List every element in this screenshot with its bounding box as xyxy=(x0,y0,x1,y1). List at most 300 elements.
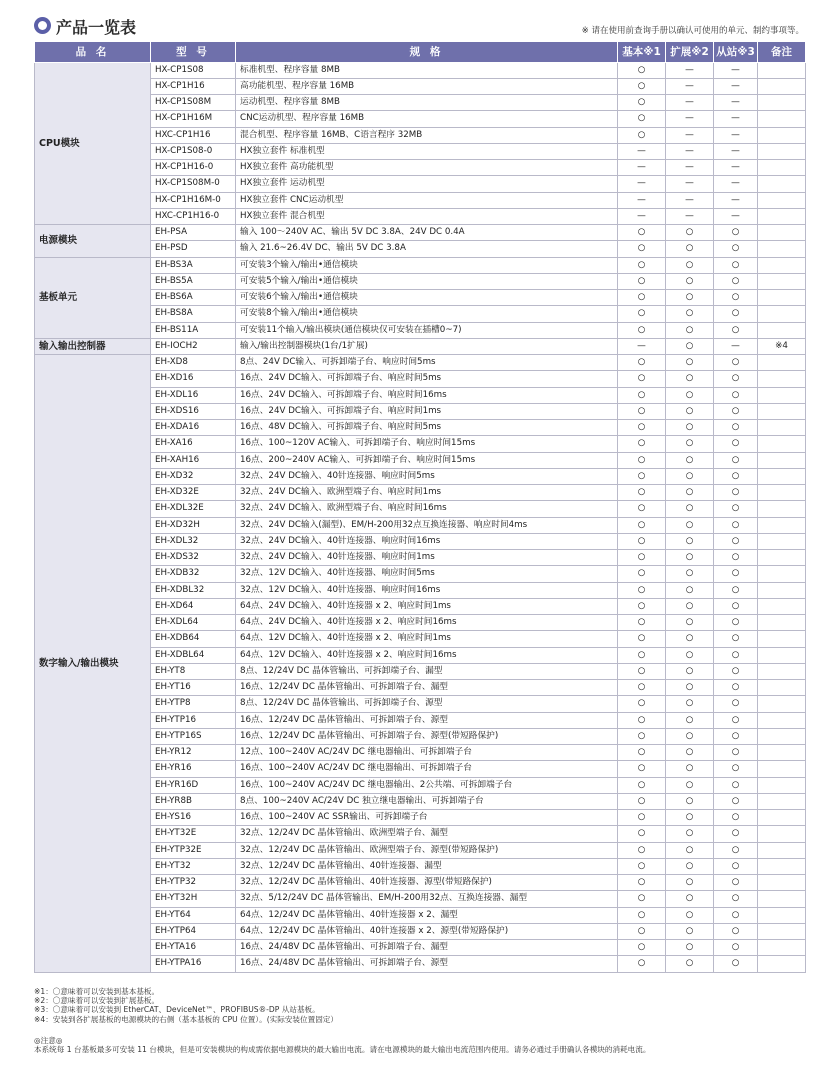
remark-cell xyxy=(758,777,806,793)
slave-mark: ○ xyxy=(714,290,758,306)
slave-mark: — xyxy=(714,338,758,354)
spec-cell: 16点、100~240V AC/24V DC 继电器输出、可拆卸端子台 xyxy=(236,761,618,777)
basic-mark: — xyxy=(618,338,666,354)
slave-mark: — xyxy=(714,78,758,94)
ext-mark: ○ xyxy=(666,875,714,891)
remark-cell xyxy=(758,696,806,712)
remark-cell xyxy=(758,403,806,419)
remark-cell xyxy=(758,371,806,387)
slave-mark: — xyxy=(714,95,758,111)
basic-mark: ○ xyxy=(618,322,666,338)
table-row xyxy=(35,875,806,891)
spec-cell: HX独立套件 标准机型 xyxy=(236,143,618,159)
model-cell: HXC-CP1H16 xyxy=(151,127,236,143)
spec-cell: 16点、24V DC输入、可拆卸端子台、响应时间16ms xyxy=(236,387,618,403)
slave-mark: ○ xyxy=(714,241,758,257)
remark-cell xyxy=(758,566,806,582)
table-row xyxy=(35,387,806,403)
basic-mark: ○ xyxy=(618,533,666,549)
remark-cell xyxy=(758,208,806,224)
header-basic: 基本※1 xyxy=(618,42,666,62)
model-cell: EH-XDL64 xyxy=(151,615,236,631)
slave-mark: ○ xyxy=(714,810,758,826)
table-row xyxy=(35,956,806,972)
remark-cell xyxy=(758,387,806,403)
basic-mark: ○ xyxy=(618,712,666,728)
remark-cell xyxy=(758,192,806,208)
remark-cell xyxy=(758,680,806,696)
ext-mark: ○ xyxy=(666,923,714,939)
basic-mark: ○ xyxy=(618,793,666,809)
spec-cell: 32点、12/24V DC 晶体管输出、欧洲型端子台、源型(带短路保护) xyxy=(236,842,618,858)
spec-cell: 32点、12/24V DC 晶体管输出、40针连接器、漏型 xyxy=(236,858,618,874)
ext-mark: ○ xyxy=(666,306,714,322)
basic-mark: — xyxy=(618,208,666,224)
spec-cell: 8点、12/24V DC 晶体管输出、可拆卸端子台、漏型 xyxy=(236,663,618,679)
spec-cell: 高功能机型、程序容量 16MB xyxy=(236,78,618,94)
model-cell: EH-XDL16 xyxy=(151,387,236,403)
spec-cell: 64点、12/24V DC 晶体管输出、40针连接器 x 2、源型(带短路保护) xyxy=(236,923,618,939)
model-cell: EH-XD64 xyxy=(151,598,236,614)
basic-mark: ○ xyxy=(618,728,666,744)
basic-mark: ○ xyxy=(618,273,666,289)
spec-cell: 运动机型、程序容量 8MB xyxy=(236,95,618,111)
slave-mark: ○ xyxy=(714,842,758,858)
ext-mark: — xyxy=(666,111,714,127)
remark-cell xyxy=(758,728,806,744)
table-row xyxy=(35,338,806,354)
remark-cell xyxy=(758,176,806,192)
table-row xyxy=(35,631,806,647)
ext-mark: — xyxy=(666,127,714,143)
table-row xyxy=(35,62,806,78)
header-ext: 扩展※2 xyxy=(666,42,714,62)
slave-mark: — xyxy=(714,111,758,127)
model-cell: EH-YTP64 xyxy=(151,923,236,939)
basic-mark: ○ xyxy=(618,257,666,273)
ext-mark: ○ xyxy=(666,956,714,972)
ext-mark: ○ xyxy=(666,582,714,598)
spec-cell: HX独立套件 高功能机型 xyxy=(236,160,618,176)
ext-mark: ○ xyxy=(666,761,714,777)
basic-mark: ○ xyxy=(618,485,666,501)
table-row xyxy=(35,468,806,484)
remark-cell xyxy=(758,826,806,842)
basic-mark: — xyxy=(618,176,666,192)
remark-cell xyxy=(758,582,806,598)
model-cell: EH-XD32 xyxy=(151,468,236,484)
table-row xyxy=(35,761,806,777)
slave-mark: ○ xyxy=(714,355,758,371)
remark-cell xyxy=(758,143,806,159)
slave-mark: ○ xyxy=(714,728,758,744)
remark-cell xyxy=(758,858,806,874)
model-cell: HX-CP1S08 xyxy=(151,62,236,78)
remark-cell xyxy=(758,517,806,533)
model-cell: EH-XDL32 xyxy=(151,533,236,549)
ext-mark: ○ xyxy=(666,858,714,874)
spec-cell: 32点、12/24V DC 晶体管输出、欧洲型端子台、漏型 xyxy=(236,826,618,842)
model-cell: EH-XDA16 xyxy=(151,420,236,436)
header-spec: 规 格 xyxy=(236,42,618,62)
ext-mark: ○ xyxy=(666,631,714,647)
slave-mark: ○ xyxy=(714,907,758,923)
spec-cell: HX独立套件 混合机型 xyxy=(236,208,618,224)
remark-cell xyxy=(758,322,806,338)
ext-mark: ○ xyxy=(666,241,714,257)
model-cell: EH-XDS32 xyxy=(151,550,236,566)
ext-mark: ○ xyxy=(666,452,714,468)
basic-mark: — xyxy=(618,143,666,159)
basic-mark: — xyxy=(618,192,666,208)
model-cell: HX-CP1H16 xyxy=(151,78,236,94)
spec-cell: 16点、100~120V AC输入、可拆卸端子台、响应时间15ms xyxy=(236,436,618,452)
notice-text: 本系统每 1 台基板最多可安装 11 台模块，但是可安装模块的构成需依据电源模块的最大输出电流。请在电源模块的最大输出电流范围内使用。请务必通过手册确认各模块的消耗电流。 xyxy=(34,1045,651,1055)
slave-mark: ○ xyxy=(714,712,758,728)
model-cell: EH-IOCH2 xyxy=(151,338,236,354)
table-row xyxy=(35,176,806,192)
model-cell: EH-YT16 xyxy=(151,680,236,696)
spec-cell: 32点、12V DC输入、40针连接器、响应时间5ms xyxy=(236,566,618,582)
remark-cell xyxy=(758,956,806,972)
remark-cell xyxy=(758,875,806,891)
basic-mark: ○ xyxy=(618,225,666,241)
basic-mark: ○ xyxy=(618,875,666,891)
ext-mark: — xyxy=(666,176,714,192)
table-row xyxy=(35,696,806,712)
table-row xyxy=(35,371,806,387)
basic-mark: ○ xyxy=(618,810,666,826)
spec-cell: HX独立套件 CNC运动机型 xyxy=(236,192,618,208)
basic-mark: ○ xyxy=(618,956,666,972)
remark-cell xyxy=(758,501,806,517)
ext-mark: ○ xyxy=(666,826,714,842)
model-cell: EH-BS3A xyxy=(151,257,236,273)
model-cell: HX-CP1S08-0 xyxy=(151,143,236,159)
ext-mark: — xyxy=(666,192,714,208)
footnote: ※1：〇意味着可以安装到基本基板。 xyxy=(34,987,160,996)
spec-cell: 16点、100~240V AC SSR输出、可拆卸端子台 xyxy=(236,810,618,826)
basic-mark: ○ xyxy=(618,777,666,793)
basic-mark: ○ xyxy=(618,663,666,679)
slave-mark: ○ xyxy=(714,452,758,468)
category-cell: 电源模块 xyxy=(35,225,151,258)
model-cell: HXC-CP1H16-0 xyxy=(151,208,236,224)
table-row xyxy=(35,192,806,208)
slave-mark: ○ xyxy=(714,371,758,387)
basic-mark: ○ xyxy=(618,907,666,923)
spec-cell: 输入/输出控制器模块(1台/1扩展) xyxy=(236,338,618,354)
table-row xyxy=(35,225,806,241)
remark-cell xyxy=(758,810,806,826)
slave-mark: ○ xyxy=(714,923,758,939)
spec-cell: 8点、12/24V DC 晶体管输出、可拆卸端子台、源型 xyxy=(236,696,618,712)
spec-cell: 可安装6个输入/输出•通信模块 xyxy=(236,290,618,306)
slave-mark: ○ xyxy=(714,858,758,874)
table-row xyxy=(35,940,806,956)
basic-mark: ○ xyxy=(618,761,666,777)
table-row xyxy=(35,501,806,517)
table-header-row xyxy=(35,42,806,62)
spec-cell: 可安装5个输入/输出•通信模块 xyxy=(236,273,618,289)
slave-mark: ○ xyxy=(714,517,758,533)
spec-cell: 32点、24V DC输入、欧洲型端子台、响应时间16ms xyxy=(236,501,618,517)
table-row xyxy=(35,485,806,501)
model-cell: EH-YTPA16 xyxy=(151,956,236,972)
spec-cell: 64点、12/24V DC 晶体管输出、40针连接器 x 2、漏型 xyxy=(236,907,618,923)
slave-mark: ○ xyxy=(714,745,758,761)
slave-mark: ○ xyxy=(714,322,758,338)
remark-cell xyxy=(758,62,806,78)
basic-mark: ○ xyxy=(618,468,666,484)
category-cell: CPU模块 xyxy=(35,62,151,225)
header-name: 品 名 xyxy=(35,42,151,62)
product-table xyxy=(34,42,806,973)
ext-mark: ○ xyxy=(666,225,714,241)
basic-mark: ○ xyxy=(618,62,666,78)
ext-mark: ○ xyxy=(666,436,714,452)
model-cell: EH-XA16 xyxy=(151,436,236,452)
spec-cell: 输入 100～240V AC、输出 5V DC 3.8A、24V DC 0.4A xyxy=(236,225,618,241)
remark-cell xyxy=(758,615,806,631)
page-title: 产品一览表 xyxy=(56,18,137,37)
ext-mark: ○ xyxy=(666,777,714,793)
slave-mark: ○ xyxy=(714,761,758,777)
remark-cell xyxy=(758,111,806,127)
remark-cell xyxy=(758,436,806,452)
spec-cell: 32点、24V DC输入、欧洲型端子台、响应时间1ms xyxy=(236,485,618,501)
basic-mark: ○ xyxy=(618,371,666,387)
basic-mark: ○ xyxy=(618,78,666,94)
table-row xyxy=(35,355,806,371)
model-cell: EH-BS5A xyxy=(151,273,236,289)
model-cell: EH-XAH16 xyxy=(151,452,236,468)
table-row xyxy=(35,842,806,858)
table-row xyxy=(35,907,806,923)
slave-mark: ○ xyxy=(714,501,758,517)
basic-mark: ○ xyxy=(618,696,666,712)
table-row xyxy=(35,208,806,224)
spec-cell: 16点、24V DC输入、可拆卸端子台、响应时间1ms xyxy=(236,403,618,419)
ext-mark: ○ xyxy=(666,468,714,484)
ext-mark: ○ xyxy=(666,842,714,858)
ext-mark: ○ xyxy=(666,338,714,354)
ext-mark: ○ xyxy=(666,485,714,501)
ext-mark: ○ xyxy=(666,371,714,387)
basic-mark: ○ xyxy=(618,355,666,371)
table-row xyxy=(35,810,806,826)
spec-cell: 标准机型、程序容量 8MB xyxy=(236,62,618,78)
basic-mark: ○ xyxy=(618,745,666,761)
remark-cell xyxy=(758,663,806,679)
model-cell: EH-YT32H xyxy=(151,891,236,907)
remark-cell xyxy=(758,452,806,468)
model-cell: HX-CP1H16M-0 xyxy=(151,192,236,208)
model-cell: EH-YTP16 xyxy=(151,712,236,728)
ext-mark: ○ xyxy=(666,891,714,907)
ext-mark: ○ xyxy=(666,322,714,338)
table-row xyxy=(35,290,806,306)
remark-cell xyxy=(758,485,806,501)
table-row xyxy=(35,127,806,143)
table-row xyxy=(35,517,806,533)
remark-cell xyxy=(758,647,806,663)
remark-cell xyxy=(758,550,806,566)
ext-mark: ○ xyxy=(666,387,714,403)
basic-mark: ○ xyxy=(618,95,666,111)
spec-cell: 32点、12/24V DC 晶体管输出、40针连接器、源型(带短路保护) xyxy=(236,875,618,891)
spec-cell: 16点、24/48V DC 晶体管输出、可拆卸端子台、源型 xyxy=(236,956,618,972)
spec-cell: HX独立套件 运动机型 xyxy=(236,176,618,192)
table-row xyxy=(35,923,806,939)
spec-cell: 64点、24V DC输入、40针连接器 x 2、响应时间16ms xyxy=(236,615,618,631)
remark-cell xyxy=(758,842,806,858)
model-cell: EH-BS11A xyxy=(151,322,236,338)
slave-mark: — xyxy=(714,208,758,224)
table-row xyxy=(35,436,806,452)
ext-mark: ○ xyxy=(666,517,714,533)
model-cell: EH-XDB64 xyxy=(151,631,236,647)
spec-cell: 16点、12/24V DC 晶体管输出、可拆卸端子台、源型 xyxy=(236,712,618,728)
model-cell: EH-XD32H xyxy=(151,517,236,533)
spec-cell: 32点、24V DC输入、40针连接器、响应时间5ms xyxy=(236,468,618,484)
spec-cell: 64点、12V DC输入、40针连接器 x 2、响应时间16ms xyxy=(236,647,618,663)
remark-cell xyxy=(758,891,806,907)
slave-mark: ○ xyxy=(714,663,758,679)
slave-mark: ○ xyxy=(714,956,758,972)
table-row xyxy=(35,712,806,728)
remark-cell xyxy=(758,78,806,94)
ext-mark: ○ xyxy=(666,663,714,679)
model-cell: EH-XD32E xyxy=(151,485,236,501)
table-row xyxy=(35,598,806,614)
slave-mark: ○ xyxy=(714,777,758,793)
remark-cell xyxy=(758,241,806,257)
remark-cell xyxy=(758,907,806,923)
spec-cell: 16点、48V DC输入、可拆卸端子台、响应时间5ms xyxy=(236,420,618,436)
remark-cell xyxy=(758,95,806,111)
spec-cell: 32点、24V DC输入、40针连接器、响应时间16ms xyxy=(236,533,618,549)
circle-bullet-icon xyxy=(34,17,51,34)
basic-mark: ○ xyxy=(618,241,666,257)
spec-cell: 输入 21.6~26.4V DC、输出 5V DC 3.8A xyxy=(236,241,618,257)
slave-mark: — xyxy=(714,143,758,159)
ext-mark: ○ xyxy=(666,420,714,436)
remark-cell xyxy=(758,306,806,322)
remark-cell xyxy=(758,793,806,809)
slave-mark: ○ xyxy=(714,680,758,696)
basic-mark: ○ xyxy=(618,826,666,842)
ext-mark: ○ xyxy=(666,696,714,712)
ext-mark: — xyxy=(666,95,714,111)
spec-cell: 12点、100~240V AC/24V DC 继电器输出、可拆卸端子台 xyxy=(236,745,618,761)
category-cell: 基板单元 xyxy=(35,257,151,338)
remark-cell xyxy=(758,127,806,143)
model-cell: EH-YTP32 xyxy=(151,875,236,891)
spec-cell: 64点、12V DC输入、40针连接器 x 2、响应时间1ms xyxy=(236,631,618,647)
model-cell: EH-YR16 xyxy=(151,761,236,777)
basic-mark: ○ xyxy=(618,452,666,468)
spec-cell: 8点、24V DC输入、可拆卸端子台、响应时间5ms xyxy=(236,355,618,371)
basic-mark: ○ xyxy=(618,111,666,127)
basic-mark: ○ xyxy=(618,501,666,517)
model-cell: HX-CP1H16-0 xyxy=(151,160,236,176)
table-row xyxy=(35,566,806,582)
remark-cell xyxy=(758,468,806,484)
header-remark: 备注 xyxy=(758,42,806,62)
ext-mark: — xyxy=(666,78,714,94)
remark-cell xyxy=(758,533,806,549)
spec-cell: 32点、12V DC输入、40针连接器、响应时间16ms xyxy=(236,582,618,598)
remark-cell: ※4 xyxy=(758,338,806,354)
remark-cell xyxy=(758,712,806,728)
ext-mark: — xyxy=(666,143,714,159)
header-model: 型 号 xyxy=(151,42,236,62)
slave-mark: ○ xyxy=(714,793,758,809)
ext-mark: ○ xyxy=(666,355,714,371)
slave-mark: — xyxy=(714,127,758,143)
slave-mark: ○ xyxy=(714,875,758,891)
ext-mark: ○ xyxy=(666,403,714,419)
slave-mark: ○ xyxy=(714,468,758,484)
remark-cell xyxy=(758,923,806,939)
category-cell: 输入输出控制器 xyxy=(35,338,151,354)
spec-cell: CNC运动机型、程序容量 16MB xyxy=(236,111,618,127)
slave-mark: ○ xyxy=(714,436,758,452)
remark-cell xyxy=(758,225,806,241)
table-row xyxy=(35,826,806,842)
slave-mark: ○ xyxy=(714,306,758,322)
spec-cell: 16点、12/24V DC 晶体管输出、可拆卸端子台、漏型 xyxy=(236,680,618,696)
model-cell: EH-BS6A xyxy=(151,290,236,306)
model-cell: EH-YR8B xyxy=(151,793,236,809)
slave-mark: ○ xyxy=(714,403,758,419)
ext-mark: ○ xyxy=(666,647,714,663)
remark-cell xyxy=(758,631,806,647)
footnotes xyxy=(34,987,650,1054)
slave-mark: ○ xyxy=(714,940,758,956)
basic-mark: ○ xyxy=(618,891,666,907)
spec-cell: 可安装3个输入/输出•通信模块 xyxy=(236,257,618,273)
slave-mark: — xyxy=(714,176,758,192)
footnote: ※3：〇意味着可以安装到 EtherCAT、DeviceNet™、PROFIBUS®-DP 从站基板。 xyxy=(34,1005,320,1015)
table-row xyxy=(35,95,806,111)
ext-mark: ○ xyxy=(666,793,714,809)
table-row xyxy=(35,322,806,338)
basic-mark: ○ xyxy=(618,420,666,436)
spec-cell: 16点、12/24V DC 晶体管输出、可拆卸端子台、源型(带短路保护) xyxy=(236,728,618,744)
spec-cell: 混合机型、程序容量 16MB、C语言程序 32MB xyxy=(236,127,618,143)
remark-cell xyxy=(758,598,806,614)
model-cell: EH-XD8 xyxy=(151,355,236,371)
table-row xyxy=(35,78,806,94)
basic-mark: ○ xyxy=(618,517,666,533)
remark-cell xyxy=(758,745,806,761)
basic-mark: ○ xyxy=(618,306,666,322)
model-cell: EH-BS8A xyxy=(151,306,236,322)
basic-mark: — xyxy=(618,160,666,176)
slave-mark: ○ xyxy=(714,225,758,241)
slave-mark: ○ xyxy=(714,696,758,712)
slave-mark: ○ xyxy=(714,826,758,842)
spec-cell: 可安装8个输入/输出•通信模块 xyxy=(236,306,618,322)
model-cell: EH-YR16D xyxy=(151,777,236,793)
ext-mark: ○ xyxy=(666,940,714,956)
slave-mark: ○ xyxy=(714,420,758,436)
table-row xyxy=(35,615,806,631)
model-cell: EH-YTP8 xyxy=(151,696,236,712)
category-cell: 数字输入/输出模块 xyxy=(35,355,151,973)
